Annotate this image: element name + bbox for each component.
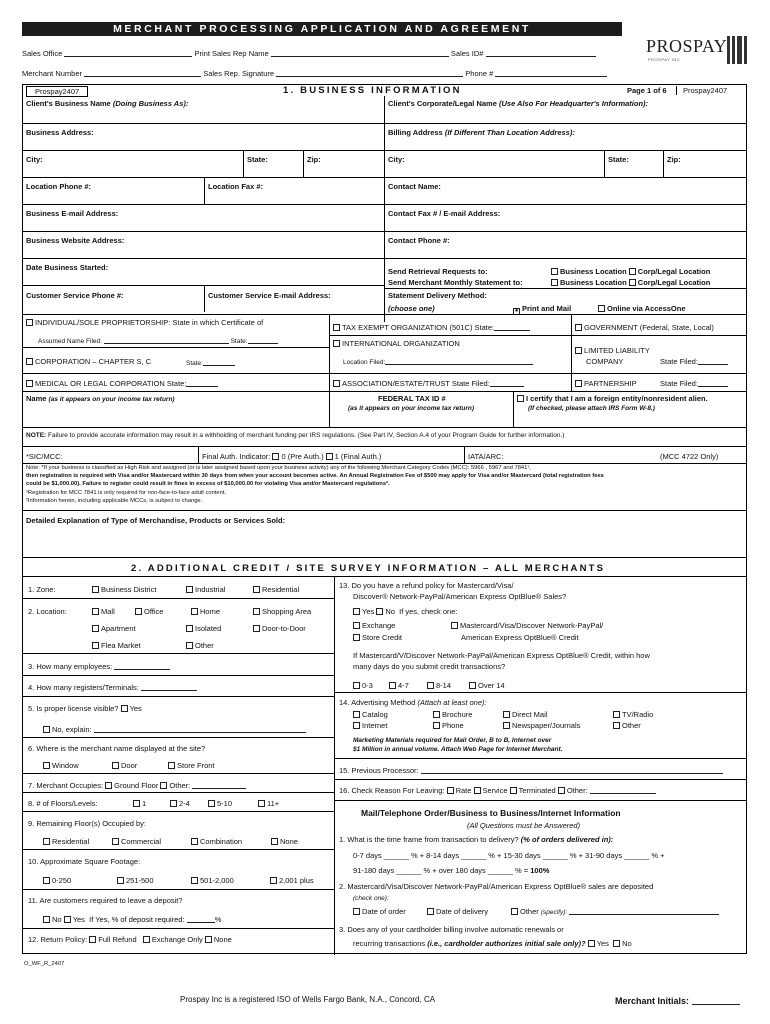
marketing-note-2: $1 Million in annual volume. Attach Web Page for Internet Merchant. (353, 746, 563, 753)
fed-tax-label: FEDERAL TAX ID # (378, 394, 446, 403)
partnership-label: PARTNERSHIP (584, 379, 637, 388)
display-door-label: Door (121, 761, 138, 770)
loc-home-label: Home (200, 607, 221, 616)
location-filed-input[interactable] (385, 357, 533, 365)
loc-isolated-checkbox[interactable] (186, 625, 193, 632)
ad-other-label: Other (622, 721, 641, 730)
deposit-other-label: Other (520, 907, 539, 916)
merchant-initials-input[interactable] (692, 996, 740, 1005)
reason-service-label: Service (482, 786, 508, 795)
reason-terminated-label: Terminated (518, 786, 556, 795)
q4-registers: 4. How many registers/Terminals: (28, 683, 139, 692)
tax-exempt-label: TAX EXEMPT ORGANIZATION (501C) State: (342, 323, 495, 332)
sqft-501-2000-label: 501-2,000 (200, 876, 234, 885)
q12-return-policy: 12. Return Policy: (28, 935, 88, 944)
ad-newspaper-checkbox[interactable] (503, 722, 510, 729)
retrieval-corp-label: Corp/Legal Location (637, 267, 711, 276)
q15-previous-processor: 15. Previous Processor: (339, 766, 419, 775)
ad-direct-mail-checkbox[interactable] (503, 711, 510, 718)
loc-other-checkbox[interactable] (186, 642, 193, 649)
license-yes-label: Yes (129, 704, 142, 713)
occupies-other-input[interactable] (192, 781, 246, 789)
contact-name-label: Contact Name: (388, 182, 441, 191)
sqft-2001-checkbox[interactable] (270, 877, 277, 884)
license-yes-checkbox[interactable] (121, 705, 128, 712)
tax-exempt-checkbox[interactable] (333, 324, 340, 331)
refund-no-checkbox[interactable] (376, 608, 383, 615)
merchant-number-label: Merchant Number (22, 69, 83, 78)
individual-checkbox[interactable] (26, 319, 33, 326)
assumed-name-label: Assumed Name Filed: (38, 338, 102, 345)
medical-label: MEDICAL OR LEGAL CORPORATION State: (35, 379, 187, 388)
billing-address-label: Billing Address (388, 128, 443, 137)
deposit-date-order-checkbox[interactable] (353, 908, 360, 915)
floors-1-label: 1 (142, 799, 147, 808)
floors-11-label: 11+ (267, 799, 280, 808)
foreign-entity-checkbox[interactable] (517, 395, 524, 402)
section1-title: 1. BUSINESS INFORMATION (283, 85, 462, 96)
deposit-no-label: No (52, 915, 62, 924)
employees-input[interactable] (114, 662, 170, 670)
choose-one-note: (choose one) (388, 304, 435, 313)
dba-label: Client's Business Name (26, 99, 111, 108)
code-left: Prospay2407 (26, 86, 88, 97)
loc-isolated-label: Isolated (195, 624, 222, 633)
m2-deposited: 2. Mastercard/Visa/Discover Network-PayPal/American Express OptBlue® sales are deposited (339, 882, 654, 891)
deposit-pct-label: If Yes, % of deposit required: (89, 915, 185, 924)
pre-auth-label: 0 (Pre Auth.) (281, 452, 324, 461)
return-full-checkbox[interactable] (89, 936, 96, 943)
reason-service-checkbox[interactable] (474, 787, 481, 794)
sales-office-label: Sales Office (22, 49, 63, 58)
floors-2-4-checkbox[interactable] (170, 800, 177, 807)
loc-flea-checkbox[interactable] (92, 642, 99, 649)
floors-11-checkbox[interactable] (258, 800, 265, 807)
days-4-7-label: 4-7 (398, 681, 409, 690)
occupies-ground-checkbox[interactable] (105, 782, 112, 789)
merchant-initials-label: Merchant Initials: (615, 996, 690, 1006)
billing-city-label: City: (388, 155, 405, 164)
refund-exchange-checkbox[interactable] (353, 622, 360, 629)
display-storefront-checkbox[interactable] (168, 762, 175, 769)
llc-state-label: State Filed: (660, 357, 698, 366)
medical-checkbox[interactable] (26, 380, 33, 387)
tax-exempt-state-input[interactable] (494, 323, 530, 331)
legal-note: (Use Also For Headquarter's Information): (499, 99, 649, 108)
days-8-14-checkbox[interactable] (427, 682, 434, 689)
q2-location: 2. Location: (28, 607, 67, 616)
ad-brochure-label: Brochure (442, 710, 473, 719)
billing-note: (If Different Than Location Address): (444, 128, 575, 137)
refund-mc-label: Mastercard/Visa/Discover Network-PayPal/ (460, 621, 604, 630)
loc-mall-label: Mall (101, 607, 115, 616)
corp-state-label: State: (186, 360, 203, 367)
deposit-specify-input[interactable] (569, 907, 719, 915)
sic-label: *SIC/MCC: (26, 452, 63, 461)
pre-auth-checkbox[interactable] (272, 453, 279, 460)
sqft-0-250-checkbox[interactable] (43, 877, 50, 884)
days-8-14-label: 8-14 (436, 681, 452, 690)
display-window-checkbox[interactable] (43, 762, 50, 769)
return-full-label: Full Refund (98, 935, 137, 944)
location-phone-label: Location Phone #: (26, 182, 92, 191)
assumed-state-input[interactable] (248, 336, 278, 344)
deposit-no-checkbox[interactable] (43, 916, 50, 923)
loc-shopping-label: Shopping Area (262, 607, 312, 616)
deposit-date-order-label: Date of order (362, 907, 406, 916)
corporation-checkbox[interactable] (26, 358, 33, 365)
floors-2-4-label: 2-4 (179, 799, 190, 808)
llc-checkbox[interactable] (575, 347, 582, 354)
loc-door-label: Door-to-Door (262, 624, 306, 633)
sqft-0-250-label: 0-250 (52, 876, 72, 885)
application-form: Prospay2407 1. BUSINESS INFORMATION Page 1 of 6 Prospay2407 Client's Business Name (Doing Business As): Client's Corporate/Legal Name (Use Also For Headquarter's Information): Business Address: Billing Address (If Different Than Location Address): City: State: Zip: City: State: Zip: Location Phone #: Location Fax #: Contact Name: Business E-mail Address: Contact Fax # / E-mail Address: Business Website Address: Contact Phone #: Date Business Started: Send Retrieval Requests to: Business Location Corp/Legal Location Send Merchant Monthly Statement to: Business Location Corp/Legal Location Customer Service Phone #: Customer Service E-mail Address: Statement Delivery Method: (choose one) ● Print and Mail Online via AccessOne INDIVIDUAL/SOLE PROPRIETORSHIP: State in which Certificate of Assumed Name Filed: State: CORPORATION – CHAPTER S, C State: MEDICAL OR LEGAL CORPORATION State: TAX EXEMPT ORGANIZATION (501C) State: INTERNATIONAL ORGANIZATION Location Filed: ASSOCIATION/ESTATE/TRUST State Filed: GOVERNMENT (Federal, State, Local) LIMITED LIABILITY COMPANY State Filed: PARTNERSHIP State Filed: Name (as it appears on your income tax return) FEDERAL TAX ID # (as it appears on your income tax return) I certify that I am a foreign entity/nonresident alien. (If checked, please attach IRS Form W-8.) NOTE: Failure to provide accurate information may result in a withholding of merchant funding per IRS regulations. (See Part IV, Section A.4 of your Program Guide for further information.) *SIC/MCC: Final Auth. Indicator: 0 (Pre Auth.) 1 (Final Auth.) IATA/ARC: (MCC 4722 Only) Note: *If your business is classified as High Risk and assigned (or is later assigned based upon your business activity) any of the following Merchant Category Codes (MCC): 5966 , 5967 and 7841¹, then registration is required with Visa and/or Mastercard within 30 days from when your account becomes active. An Annual Registration Fee of $500 may apply for Visa and/or Mastercard (total registration fees could be $1,000.00). Failure to register could result in fines in excess of $10,000.00 for violating Visa and/or Mastercard regulations². ¹Registration for MCC 7841 is only required for non-face-to-face adult content. ²Information herein, including applicable MCCs, is subject to change. Detailed Explanation of Type of Merchandise, Products or Services Sold: 2. ADDITIONAL CREDIT / SITE SURVEY INFORMATION – ALL MERCHANTS 1. Zone: Business District Industrial Residential 2. Location: Mall Office Home Shopping Area Apartment Isolated Door-to-Door Flea Market Other 3. How many employees: 4. How many registers/Terminals: 5. Is proper license visible? Yes No, explain: 6. Where is the merchant name displayed at the site? Window Door Store Front 7. Merchant Occupies: Ground Floor Other: 8. # of Floors/Levels: 1 2-4 5-10 11+ 9. Remaining Floor(s) Occupied by: Residential Commercial Combination None 10. Approximate Square Footage: 0-250 251-500 501-2,000 2,001 plus 11. Are customers required to leave a deposit? No Yes If Yes, % of deposit required: % 12. Return Policy: Full Refund Exchange Only None 13. Do you have a refund policy for Mastercard/Visa/ Discover® Network-PayPal/American Express OptBlue® Sales? Yes No If yes, check one: Exchange Mastercard/Visa/Discover Network-PayPal/ Store Credit American Express OptBlue® Credit If Mastercard/V/Discover Network-PayPal/American Express OptBlue® Credit, within how many days do you submit credit transactions? 0-3 4-7 8-14 Over 14 14. Advertising Method (Attach at least one): Catalog Brochure Direct Mail TV/Radio Internet Phone Newspaper/Journals Other Marketing Materials required for Mail Order, B to B, Internet over $1 Million in annual volume. Attach Web Page for Internet Merchant. 15. Previous Processor: 16. Check Reason For Leaving: Rate Service Terminated Other: Mail/Telephone Order/Business to Business/Internet Information (All Questions must be Answered) 1. What is the time frame from transaction to delivery? (% of orders delivered in): 0-7 days ______ % + 8-14 days ______ % + 15-30 days ______ % + 31-90 days ______ % + 91-180 days ______ % + over 180 days ______ % = 100% 2. Mastercard/Visa/Discover Network-PayPal/American Express OptBlue® sales are deposited (check one): Date of order Date of delivery Other (specify): 3. Does any of your cardholder billing involve automatic renewals or recurring transactions (i.e., cardholder authorizes initial sale only)? Yes No (22, 84, 747, 954)
recurring-yes-label: Yes (596, 939, 609, 948)
q14-note: (Attach at least one): (417, 698, 487, 707)
m1-total: 100% (530, 866, 550, 875)
city-label: City: (26, 155, 43, 164)
occupies-ground-label: Ground Floor (114, 781, 159, 790)
phone-label: Phone # (465, 69, 494, 78)
llc-label: LIMITED LIABILITY (584, 346, 650, 355)
online-label: Online via AccessOne (607, 304, 686, 313)
loc-apartment-checkbox[interactable] (92, 625, 99, 632)
refund-check-one-label: If yes, check one: (399, 607, 458, 616)
billing-zip-label: Zip: (667, 155, 681, 164)
llc-state-input[interactable] (698, 357, 728, 365)
q16-reason-leaving: 16. Check Reason For Leaving: (339, 786, 445, 795)
note-line-2: then registration is required with Visa and/or Mastercard within 30 days from when your account becomes active. An Annual Registration Fee of $500 may apply for Visa and/or Mastercard (total registration fees (26, 473, 604, 479)
note-text: Failure to provide accurate information may result in a withholding of merchant funding per IRS regulations. (See Part IV, Section A.4 of your Program Guide for further information.) (48, 432, 565, 439)
section2-title: 2. ADDITIONAL CREDIT / SITE SURVEY INFORMATION – ALL MERCHANTS (131, 563, 606, 574)
q14-advertising: 14. Advertising Method (339, 698, 416, 707)
zone-industrial-label: Industrial (195, 585, 226, 594)
reason-other-checkbox[interactable] (558, 787, 565, 794)
zone-business-checkbox[interactable] (92, 586, 99, 593)
association-label: ASSOCIATION/ESTATE/TRUST State Filed: (342, 379, 490, 388)
remaining-none-label: None (280, 837, 298, 846)
foreign-entity-label: I certify that I am a foreign entity/nonresident alien. (526, 394, 708, 403)
q13-refund-line1: 13. Do you have a refund policy for Mastercard/Visa/ (339, 581, 514, 590)
deposit-other-checkbox[interactable] (511, 908, 518, 915)
final-auth-option-label: 1 (Final Auth.) (334, 452, 382, 461)
ad-internet-checkbox[interactable] (353, 722, 360, 729)
phone-input[interactable] (495, 69, 607, 77)
remaining-residential-label: Residential (52, 837, 90, 846)
assumed-name-input[interactable] (104, 336, 229, 344)
refund-days-line2: many days do you submit credit transactions? (353, 662, 506, 671)
mcc-only-label: (MCC 4722 Only) (660, 452, 719, 461)
ad-phone-label: Phone (442, 721, 464, 730)
retrieval-business-checkbox[interactable] (551, 268, 558, 275)
medical-state-input[interactable] (186, 379, 218, 387)
zone-industrial-checkbox[interactable] (186, 586, 193, 593)
registered-iso-text: Prospay Inc is a registered ISO of Wells Fargo Bank, N.A., Concord, CA (180, 995, 436, 1004)
ad-tv-radio-label: TV/Radio (622, 710, 654, 719)
retrieval-label: Send Retrieval Requests to: (388, 267, 488, 276)
remaining-residential-checkbox[interactable] (43, 838, 50, 845)
ad-newspaper-label: Newspaper/Journals (512, 721, 581, 730)
m3-line-2: recurring transactions (353, 939, 426, 948)
deposit-yes-label: Yes (72, 915, 85, 924)
recurring-yes-checkbox[interactable] (588, 940, 595, 947)
monthly-corp-label: Corp/Legal Location (637, 278, 711, 287)
loc-other-label: Other (195, 641, 214, 650)
final-auth-checkbox[interactable] (326, 453, 333, 460)
reason-other-label: Other: (566, 786, 588, 795)
m1-time-frame: 1. What is the time frame from transaction to delivery? (339, 835, 519, 844)
monthly-statement-label: Send Merchant Monthly Statement to: (388, 278, 523, 287)
registers-input[interactable] (141, 683, 197, 691)
days-over-14-label: Over 14 (478, 681, 505, 690)
legal-name-label: Client's Corporate/Legal Name (388, 99, 497, 108)
association-state-input[interactable] (490, 379, 524, 387)
international-checkbox[interactable] (333, 340, 340, 347)
deposit-specify-label: (specify): (540, 909, 568, 916)
cs-phone-label: Customer Service Phone #: (26, 291, 124, 300)
print-sales-rep-label: Print Sales Rep Name (194, 49, 269, 58)
sales-id-input[interactable] (486, 49, 596, 57)
m3-note: (i.e., cardholder authorizes initial sale only)? (427, 939, 586, 948)
loc-office-checkbox[interactable] (135, 608, 142, 615)
llc-company-label: COMPANY (586, 357, 624, 366)
days-over-14-checkbox[interactable] (469, 682, 476, 689)
license-explain-input[interactable] (94, 725, 306, 733)
days-0-3-checkbox[interactable] (353, 682, 360, 689)
sales-rep-signature-input[interactable] (276, 69, 463, 77)
occupies-other-label: Other: (169, 781, 191, 790)
mail-order-subtitle: (All Questions must be Answered) (467, 821, 581, 830)
m2-note: (check one): (353, 895, 389, 902)
online-checkbox[interactable] (598, 305, 605, 312)
refund-days-line1: If Mastercard/V/Discover Network-PayPal/American Express OptBlue® Credit, within how (353, 651, 650, 660)
remaining-none-checkbox[interactable] (271, 838, 278, 845)
refund-amex-label: American Express OptBlue® Credit (461, 633, 579, 642)
m1-note: (% of orders delivered in): (520, 835, 614, 844)
return-exchange-label: Exchange Only (151, 935, 203, 944)
m1-row-2: 91-180 days ______ % + over 180 days ______ % = (353, 866, 529, 875)
sales-id-label: Sales ID# (450, 49, 484, 58)
marketing-note-1: Marketing Materials required for Mail Order, B to B, Internet over (353, 737, 552, 744)
deposit-yes-checkbox[interactable] (64, 916, 71, 923)
date-started-label: Date Business Started: (26, 263, 109, 272)
refund-store-credit-label: Store Credit (362, 633, 403, 642)
sqft-251-500-checkbox[interactable] (117, 877, 124, 884)
loc-shopping-checkbox[interactable] (253, 608, 260, 615)
monthly-business-checkbox[interactable] (551, 279, 558, 286)
deposit-pct-input[interactable] (187, 915, 215, 923)
contact-fax-label: Contact Fax # / E-mail Address: (388, 209, 501, 218)
cs-email-label: Customer Service E-mail Address: (208, 291, 331, 300)
recurring-no-checkbox[interactable] (613, 940, 620, 947)
foreign-note: (If checked, please attach IRS Form W-8.) (528, 405, 655, 412)
recurring-no-label: No (622, 939, 632, 948)
sales-rep-signature-label: Sales Rep. Signature (203, 69, 275, 78)
q9-remaining-floors: 9. Remaining Floor(s) Occupied by: (28, 819, 146, 828)
name-tax-note: (as it appears on your income tax return) (48, 396, 175, 403)
floors-1-checkbox[interactable] (133, 800, 140, 807)
business-email-label: Business E-mail Address: (26, 209, 119, 218)
q8-floors: 8. # of Floors/Levels: (28, 799, 98, 808)
zone-business-label: Business District (101, 585, 157, 594)
ad-brochure-checkbox[interactable] (433, 711, 440, 718)
remaining-commercial-checkbox[interactable] (112, 838, 119, 845)
refund-store-credit-checkbox[interactable] (353, 634, 360, 641)
ad-internet-label: Internet (362, 721, 388, 730)
billing-state-label: State: (608, 155, 629, 164)
zone-residential-checkbox[interactable] (253, 586, 260, 593)
final-auth-label: Final Auth. Indicator: (202, 452, 271, 461)
q10-square-footage: 10. Approximate Square Footage: (28, 857, 141, 866)
reason-rate-label: Rate (455, 786, 472, 795)
loc-mall-checkbox[interactable] (92, 608, 99, 615)
note-line-3: could be $1,000.00). Failure to register could result in fines in excess of $10,000.00 for violating Visa and/or Mastercard regulations². (26, 481, 390, 487)
website-label: Business Website Address: (26, 236, 125, 245)
reason-terminated-checkbox[interactable] (510, 787, 517, 794)
return-exchange-checkbox[interactable] (143, 936, 150, 943)
refund-yes-label: Yes (362, 607, 375, 616)
deposit-date-delivery-checkbox[interactable] (427, 908, 434, 915)
contact-phone-label: Contact Phone #: (388, 236, 450, 245)
government-label: GOVERNMENT (Federal, State, Local) (584, 323, 714, 332)
code-right: Prospay2407 (676, 86, 727, 95)
refund-exchange-label: Exchange (362, 621, 396, 630)
international-label: INTERNATIONAL ORGANIZATION (342, 339, 460, 348)
remaining-combination-checkbox[interactable] (191, 838, 198, 845)
name-tax-label: Name (26, 394, 47, 403)
business-address-label: Business Address: (26, 128, 94, 137)
q1-zone: 1. Zone: (28, 585, 56, 594)
partnership-state-input[interactable] (698, 379, 728, 387)
mail-order-title: Mail/Telephone Order/Business to Business/Internet Information (361, 808, 621, 818)
q13-refund-line2: Discover® Network-PayPal/American Express OptBlue® Sales? (353, 592, 567, 601)
individual-label: INDIVIDUAL/SOLE PROPRIETORSHIP: State in which Certificate of (35, 318, 264, 327)
dba-note: (Doing Business As): (112, 99, 189, 108)
m3-line-1: 3. Does any of your cardholder billing involve automatic renewals or (339, 925, 564, 934)
zone-residential-label: Residential (262, 585, 300, 594)
occupies-other-checkbox[interactable] (160, 782, 167, 789)
q6-name-displayed: 6. Where is the merchant name displayed at the site? (28, 744, 206, 753)
ad-phone-checkbox[interactable] (433, 722, 440, 729)
logo-bars-icon (727, 36, 747, 64)
delivery-method-label: Statement Delivery Method: (388, 291, 487, 300)
loc-home-checkbox[interactable] (191, 608, 198, 615)
merchant-number-input[interactable] (84, 69, 201, 77)
sqft-2001-label: 2,001 plus (279, 876, 314, 885)
remaining-combination-label: Combination (200, 837, 243, 846)
page-number: Page 1 of 6 (627, 86, 667, 95)
sqft-501-2000-checkbox[interactable] (191, 877, 198, 884)
display-window-label: Window (52, 761, 79, 770)
sales-office-input[interactable] (64, 49, 192, 57)
ad-tv-radio-checkbox[interactable] (613, 711, 620, 718)
print-sales-rep-input[interactable] (271, 49, 449, 57)
floors-5-10-label: 5-10 (217, 799, 233, 808)
note-line-5: ²Information herein, including applicable MCCs, is subject to change. (26, 498, 203, 504)
corp-state-input[interactable] (203, 358, 235, 366)
government-checkbox[interactable] (575, 324, 582, 331)
loc-office-label: Office (144, 607, 164, 616)
previous-processor-input[interactable] (421, 766, 723, 774)
sqft-251-500-label: 251-500 (126, 876, 154, 885)
days-0-3-label: 0-3 (362, 681, 373, 690)
partnership-state-label: State Filed: (660, 379, 698, 388)
monthly-business-label: Business Location (560, 278, 627, 287)
retrieval-business-label: Business Location (560, 267, 627, 276)
license-no-label: No, explain: (52, 725, 92, 734)
corporation-label: CORPORATION – CHAPTER S, C (35, 357, 152, 366)
ad-other-checkbox[interactable] (613, 722, 620, 729)
q7-occupies: 7. Merchant Occupies: (28, 781, 104, 790)
association-checkbox[interactable] (333, 380, 340, 387)
form-title: MERCHANT PROCESSING APPLICATION AND AGREEMENT (22, 22, 622, 36)
form-code: O_WF_R_2407 (24, 961, 65, 967)
deposit-date-delivery-label: Date of delivery (436, 907, 489, 916)
monthly-corp-checkbox[interactable] (629, 279, 636, 286)
display-door-checkbox[interactable] (112, 762, 119, 769)
location-fax-label: Location Fax #: (208, 182, 264, 191)
location-filed-label: Location Filed: (343, 359, 386, 366)
state-label: State: (247, 155, 268, 164)
return-none-checkbox[interactable] (205, 936, 212, 943)
days-4-7-checkbox[interactable] (389, 682, 396, 689)
return-none-label: None (213, 935, 232, 944)
q5-license: 5. Is proper license visible? (28, 704, 119, 713)
loc-apartment-label: Apartment (101, 624, 136, 633)
assumed-state-label: State: (230, 338, 248, 345)
print-mail-checkbox[interactable]: ● (514, 308, 519, 314)
logo-subtext: PROSPAY INC (648, 57, 681, 62)
display-storefront-label: Store Front (177, 761, 215, 770)
m1-row-1: 0-7 days ______ % + 8-14 days ______ % + 15-30 days ______ % + 31-90 days ______ % + (353, 851, 665, 860)
fed-tax-note: (as it appears on your income tax return) (348, 405, 475, 412)
note-label: NOTE: (26, 432, 47, 439)
note-line-1: Note: *If your business is classified as High Risk and assigned (or is later assigned based upon your business activity) any of the following Merchant Category Codes (MCC): 5966 , 5967 and 7841¹, (26, 465, 531, 471)
license-no-checkbox[interactable] (43, 726, 50, 733)
print-mail-label: Print and Mail (522, 304, 572, 313)
refund-mc-credit-checkbox[interactable] (451, 622, 458, 629)
q3-employees: 3. How many employees: (28, 662, 113, 671)
loc-flea-label: Flea Market (101, 641, 141, 650)
remaining-commercial-label: Commercial (121, 837, 162, 846)
reason-rate-checkbox[interactable] (447, 787, 454, 794)
floors-5-10-checkbox[interactable] (208, 800, 215, 807)
q11-deposit: 11. Are customers required to leave a deposit? (28, 896, 183, 905)
partnership-checkbox[interactable] (575, 380, 582, 387)
note-line-4: ¹Registration for MCC 7841 is only required for non-face-to-face adult content. (26, 490, 227, 496)
refund-yes-checkbox[interactable] (353, 608, 360, 615)
refund-no-label: No (385, 607, 395, 616)
ad-catalog-label: Catalog (362, 710, 388, 719)
retrieval-corp-checkbox[interactable] (629, 268, 636, 275)
loc-door-checkbox[interactable] (253, 625, 260, 632)
detailed-explanation-label: Detailed Explanation of Type of Merchandise, Products or Services Sold: (26, 516, 286, 525)
ad-direct-mail-label: Direct Mail (512, 710, 548, 719)
iata-label: IATA/ARC: (468, 452, 504, 461)
ad-catalog-checkbox[interactable] (353, 711, 360, 718)
zip-label: Zip: (307, 155, 321, 164)
reason-other-input[interactable] (590, 786, 656, 794)
prospay-logo: PROSPAY (646, 36, 728, 56)
